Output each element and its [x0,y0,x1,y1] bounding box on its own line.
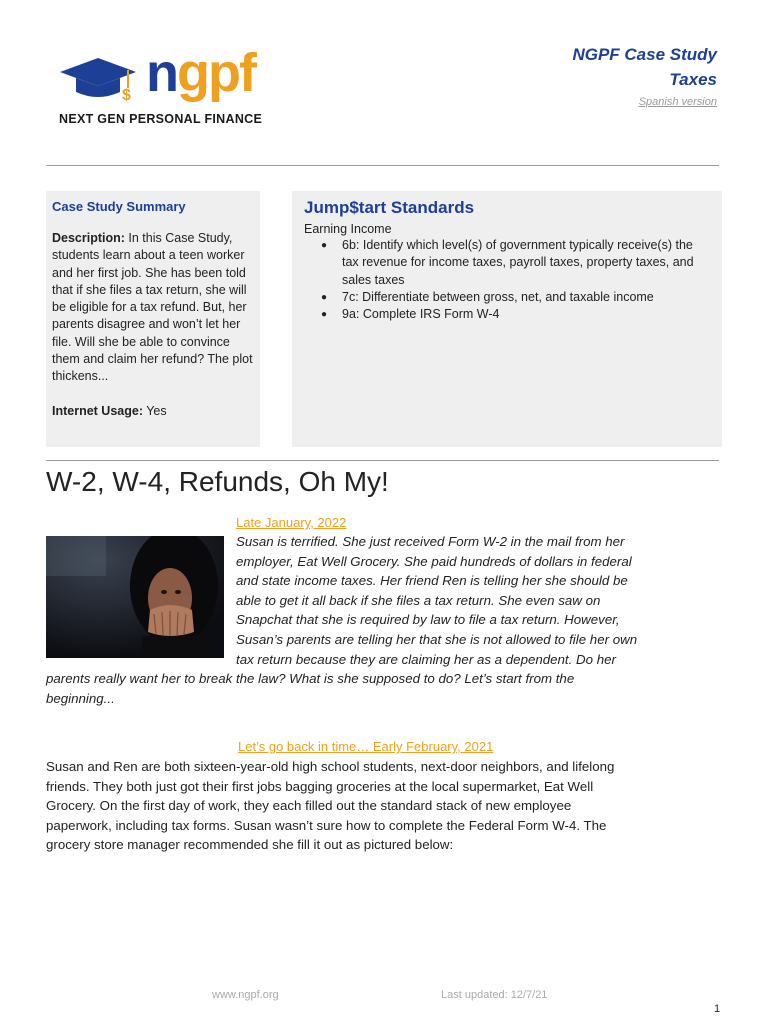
logo-wordmark [146,43,255,103]
page-number: 1 [714,1003,721,1015]
standard-item [304,306,710,323]
story-line: parents really want her to break the law? What is she supposed to do? Let’s start from the [46,671,575,687]
doc-type: NGPF Case Study [572,45,717,64]
standard-text: 6b: Identify which level(s) of government typically receive(s) the tax revenue for income taxes, payroll taxes, property taxes, and sales taxes [342,238,694,287]
bullet-icon: ● [321,309,328,321]
internet-value: Yes [143,403,167,418]
story-line: employer, Eat Well Grocery. She paid hundreds of dollars in federal [236,553,632,569]
case-study-summary [46,191,260,447]
section-date-link[interactable]: Late January, 2022 [236,515,347,530]
story-line: grocery store manager recommended she fill it out as pictured below: [46,837,454,853]
page-title: W-2, W-4, Refunds, Oh My! [46,466,389,497]
story-line: Grocery. On the first day of work, they each filled out the standard stack of new employee [46,798,572,814]
story-line: Susan is terrified. She just received Form W-2 in the mail from her [236,534,625,549]
story-line: tax return because they are claiming her as a dependent. Do her [236,651,616,667]
story-line: Susan’s parents are telling her that she is not allowed to file her own [236,632,638,647]
svg-text:$: $ [122,87,131,104]
standards-subtitle: Earning Income [304,222,392,236]
jumpstart-standards [292,191,722,447]
standard-text: 7c: Differentiate between gross, net, and taxable income [342,289,654,304]
internet-label: Internet Usage: [52,403,143,418]
story-line: able to get it all back if she files a tax return. She even saw on [236,592,601,608]
footer-updated: Last updated: 12/7/21 [441,989,548,1001]
graduation-cap-dollar-icon [58,52,142,104]
footer-url: www.ngpf.org [212,989,279,1001]
standard-item [304,237,710,289]
story-line: beginning... [46,690,115,706]
standards-title: Jump$tart Standards [304,198,475,217]
summary-title: Case Study Summary [52,199,186,214]
bullet-icon: ● [321,240,328,251]
story-line: Snapchat that she is required by law to file a tax return. However, [236,612,620,628]
description-text: In this Case Study, students learn about a teen worker and her first job. She has been told that if she files a tax return, she will be eligible for a tax refund. But, her parents disagree and won’t let her file. Will she be able to convince them and claim her refund? The plot thickens... [52,231,253,384]
summary-description [52,230,254,386]
bullet-icon: ● [321,291,328,303]
divider [46,460,719,461]
standards-list [304,237,710,323]
logo-letters-gpf: gpf [177,43,255,103]
internet-usage [52,403,254,420]
story-line: friends. They both just got their first jobs bagging groceries at the local supermarket, Eat Well [46,778,594,794]
worried-girl-photo [46,536,224,658]
standard-item [304,289,710,306]
logo-tagline: NEXT GEN PERSONAL FINANCE [59,112,263,126]
document-header [572,42,717,108]
description-label: Description: [52,231,125,245]
standard-text: 9a: Complete IRS Form W-4 [342,307,500,322]
ngpf-logo [58,43,298,130]
logo-letter-n: n [146,43,177,103]
story-line: and state income taxes. Her friend Ren is telling her she should be [236,573,628,589]
divider [46,165,719,166]
story-line: Susan and Ren are both sixteen-year-old high school students, next-door neighbors, and lifelong [46,759,615,774]
doc-topic: Taxes [669,70,717,89]
story-line: paperwork, including tax forms. Susan wasn’t sure how to complete the Federal Form W-4. The [46,817,607,833]
spanish-version-link[interactable]: Spanish version [638,96,717,108]
section-date-link[interactable]: Let’s go back in time… Early February, 2021 [238,739,494,754]
